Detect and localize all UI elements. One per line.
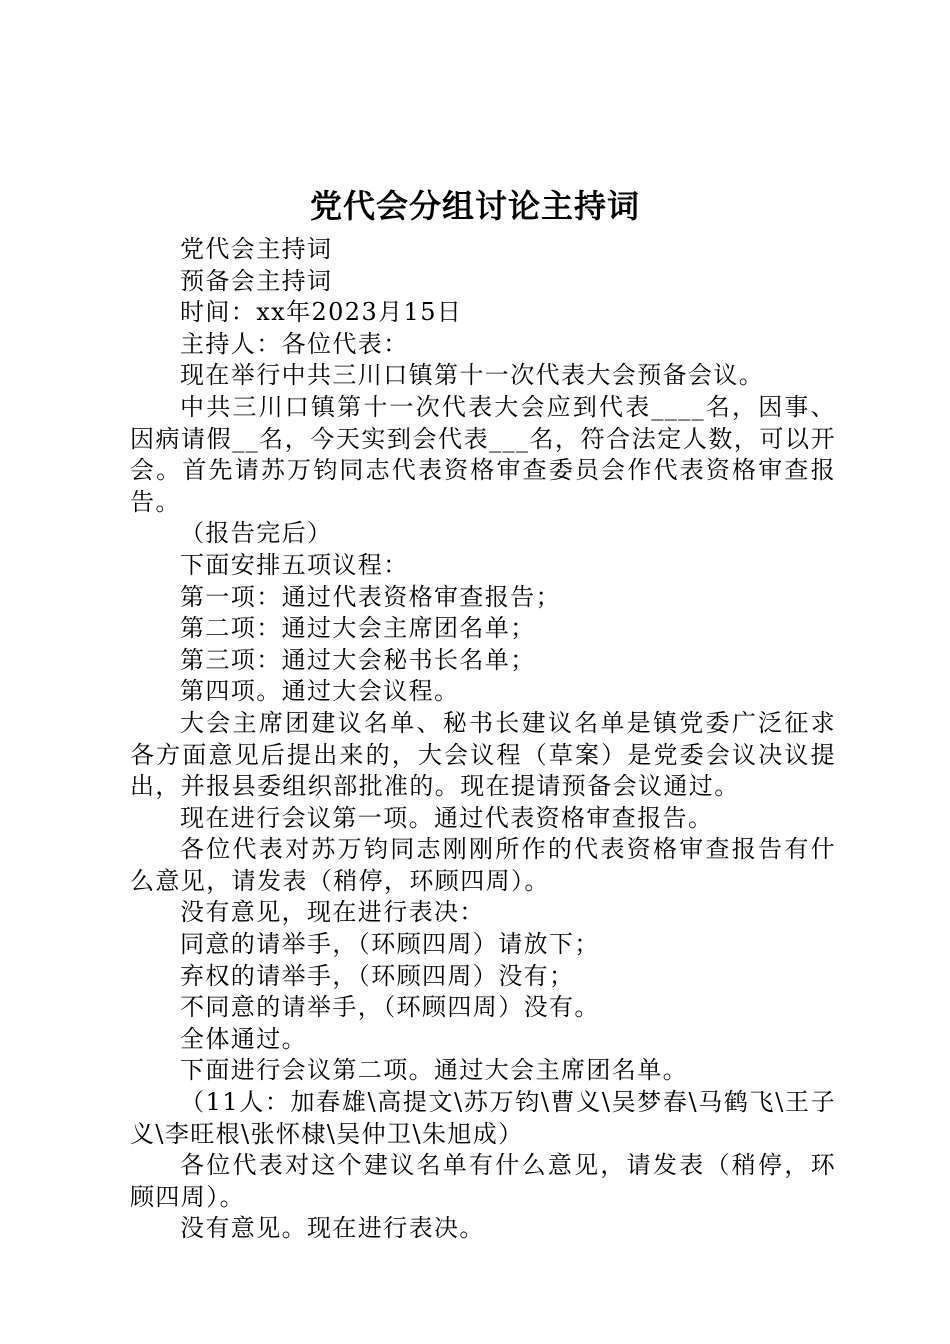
paragraph: 主持人：各位代表：: [180, 329, 409, 358]
paragraph: 现在举行中共三川口镇第十一次代表大会预备会议。: [180, 361, 765, 390]
paragraph: 各位代表对这个建议名单有什么意见，请发表（稍停，环顾四周）。: [130, 1151, 836, 1211]
document-title: 党代会分组讨论主持词: [309, 187, 640, 225]
paragraph: 第四项。通过大会议程。: [180, 677, 460, 706]
paragraph: 下面安排五项议程：: [180, 550, 409, 579]
paragraph: 各位代表对苏万钧同志刚刚所作的代表资格审查报告有什么意见，请发表（稍停，环顾四周）。: [130, 835, 836, 895]
paragraph: （报告完后）: [180, 519, 333, 548]
paragraph: 第一项：通过代表资格审查报告；: [180, 582, 561, 611]
paragraph: 没有意见。现在进行表决。: [180, 1214, 485, 1243]
paragraph: 下面进行会议第二项。通过大会主席团名单。: [180, 1056, 688, 1085]
paragraph: 大会主席团建议名单、秘书长建议名单是镇党委广泛征求各方面意见后提出来的，大会议程（草案）是党委会议决议提出，并报县委组织部批准的。现在提请预备会议通过。: [130, 708, 836, 801]
paragraph: 全体通过。: [180, 1024, 307, 1053]
paragraph: 时间：xx年2023月15日: [180, 298, 463, 327]
paragraph: 第二项：通过大会主席团名单；: [180, 614, 536, 643]
document-body: [130, 234, 836, 1245]
paragraph: 第三项：通过大会秘书长名单；: [180, 645, 536, 674]
paragraph: 党代会主持词: [180, 235, 333, 263]
paragraph: 中共三川口镇第十一次代表大会应到代表____名，因事、因病请假__名，今天实到会代表___名，符合法定人数，可以开会。首先请苏万钧同志代表资格审查委员会作代表资格审查报告。: [130, 392, 836, 516]
paragraph: 同意的请举手，（环顾四周）请放下；: [180, 930, 600, 959]
paragraph: 预备会主持词: [180, 266, 333, 295]
paragraph: 现在进行会议第一项。通过代表资格审查报告。: [180, 803, 714, 832]
paragraph: 不同意的请举手，（环顾四周）没有。: [180, 993, 600, 1022]
paragraph: （11人：加春雄\高提文\苏万钧\曹义\吴梦春\马鹤飞\王子义\李旺根\张怀棣\吴仲卫\朱旭成）: [130, 1088, 836, 1148]
paragraph: 弃权的请举手，（环顾四周）没有；: [180, 961, 575, 990]
paragraph: 没有意见，现在进行表决：: [180, 898, 485, 927]
